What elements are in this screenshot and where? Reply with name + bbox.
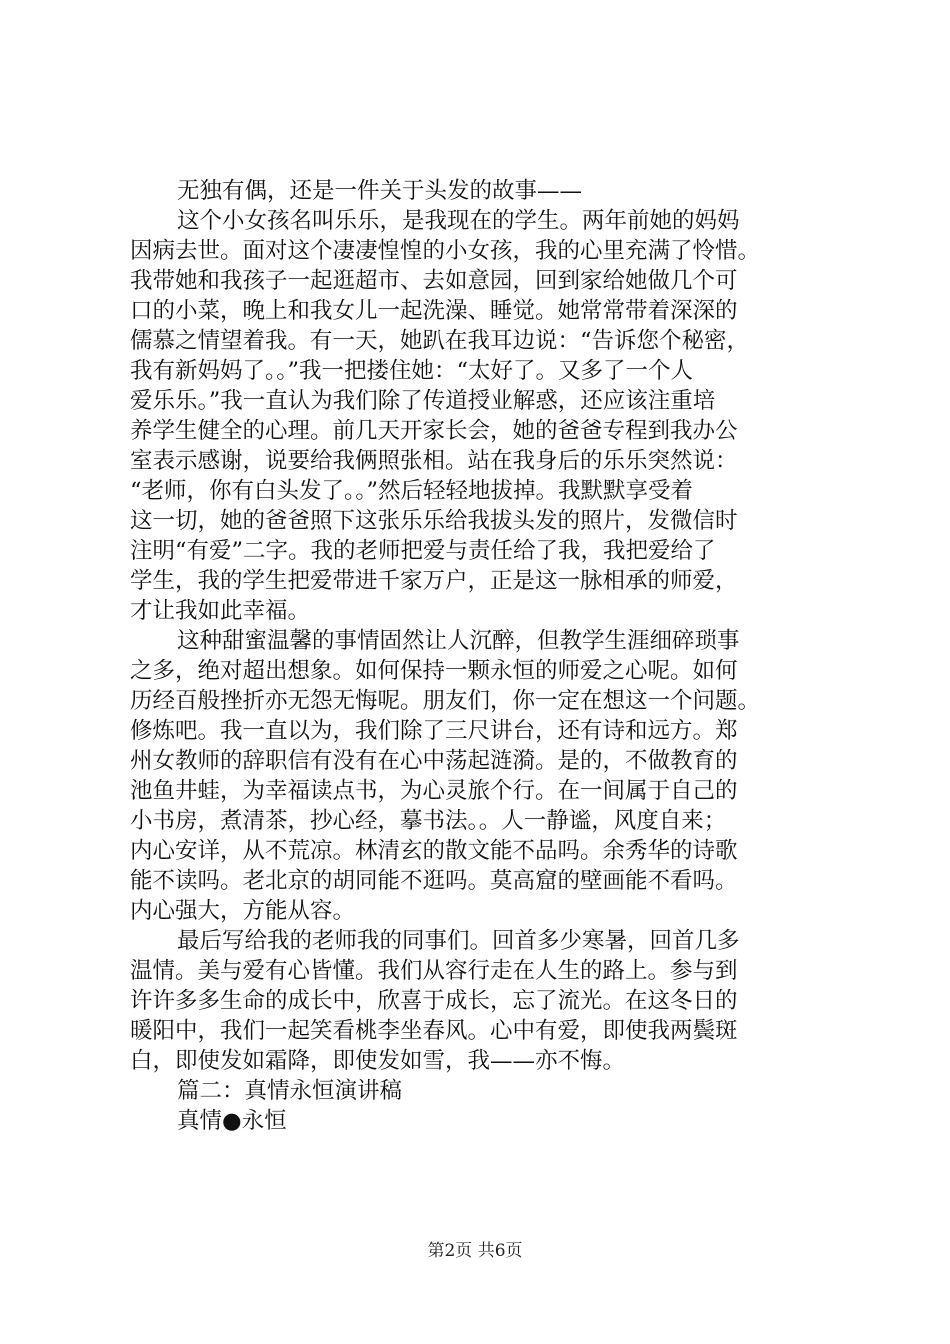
paragraph-line: 能不读吗。老北京的胡同能不逛吗。莫高窟的壁画能不看吗。 [130, 868, 738, 894]
paragraph-line: 内心安详，从不荒凉。林清玄的散文能不品吗。余秀华的诗歌 [130, 838, 738, 864]
paragraph-line: 历经百般挫折亦无怨无悔呢。朋友们，你一定在想这一个问题。 [130, 688, 761, 714]
paragraph-line: 温情。美与爱有心皆懂。我们从容行走在人生的路上。参与到 [130, 958, 738, 984]
paragraph-line: 注明“有爱”二字。我的老师把爱与责任给了我，我把爱给了 [130, 538, 716, 564]
paragraph-line: 我带她和我孩子一起逛超市、去如意园，回到家给她做几个可 [130, 268, 738, 294]
paragraph-line: 我有新妈妈了。。”我一把搂住她：“太好了。又多了一个人 [130, 358, 694, 384]
paragraph-line: 无独有偶，还是一件关于头发的故事—— [177, 178, 583, 204]
paragraph-line: 内心强大，方能从容。 [130, 898, 356, 924]
paragraph-line: 才让我如此幸福。 [130, 598, 311, 624]
paragraph-line: 暖阳中，我们一起笑看桃李坐春风。心中有爱，即使我两鬓斑 [130, 1018, 738, 1044]
paragraph-line: “老师，你有白头发了。。”然后轻轻地拔掉。我默默享受着 [130, 478, 694, 504]
paragraph-line: 最后写给我的老师我的同事们。回首多少寒暑，回首几多 [177, 928, 740, 954]
paragraph-line: 之多，绝对超出想象。如何保持一颗永恒的师爱之心呢。如何 [130, 658, 738, 684]
paragraph-line: 儒慕之情望着我。有一天，她趴在我耳边说：“告诉您个秘密， [130, 328, 750, 354]
section-title: 真情●永恒 [177, 1108, 287, 1134]
paragraph-line: 学生，我的学生把爱带进千家万户，正是这一脉相承的师爱， [130, 568, 738, 594]
paragraph-line: 口的小菜，晚上和我女儿一起洗澡、睡觉。她常常带着深深的 [130, 298, 738, 324]
paragraph-line: 爱乐乐。”我一直认为我们除了传道授业解惑，还应该注重培 [130, 388, 716, 414]
paragraph-line: 修炼吧。我一直以为，我们除了三尺讲台，还有诗和远方。郑 [130, 718, 738, 744]
section-heading: 篇二：真情永恒演讲稿 [177, 1078, 403, 1104]
paragraph-line: 室表示感谢，说要给我俩照张相。站在我身后的乐乐突然说： [130, 448, 738, 474]
paragraph-line: 因病去世。面对这个凄凄惶惶的小女孩，我的心里充满了怜惜。 [130, 238, 761, 264]
paragraph-line: 小书房，煮清茶，抄心经，摹书法。。人一静谧，风度自来； [130, 808, 727, 834]
paragraph-line: 池鱼井蛙，为幸福读点书，为心灵旅个行。在一间属于自己的 [130, 778, 738, 804]
page-indicator: 第2页 共6页 [427, 1241, 523, 1261]
paragraph-line: 养学生健全的心理。前几天开家长会，她的爸爸专程到我办公 [130, 418, 738, 444]
paragraph-line: 这种甜蜜温馨的事情固然让人沉醉，但教学生涯细碎琐事 [177, 628, 740, 654]
paragraph-line: 这一切，她的爸爸照下这张乐乐给我拔头发的照片，发微信时 [130, 508, 738, 534]
paragraph-line: 这个小女孩名叫乐乐，是我现在的学生。两年前她的妈妈 [177, 208, 740, 234]
paragraph-line: 白，即使发如霜降，即使发如雪，我——亦不悔。 [130, 1048, 626, 1074]
paragraph-line: 州女教师的辞职信有没有在心中荡起涟漪。是的，不做教育的 [130, 748, 738, 774]
paragraph-line: 许许多多生命的成长中，欣喜于成长，忘了流光。在这冬日的 [130, 988, 738, 1014]
